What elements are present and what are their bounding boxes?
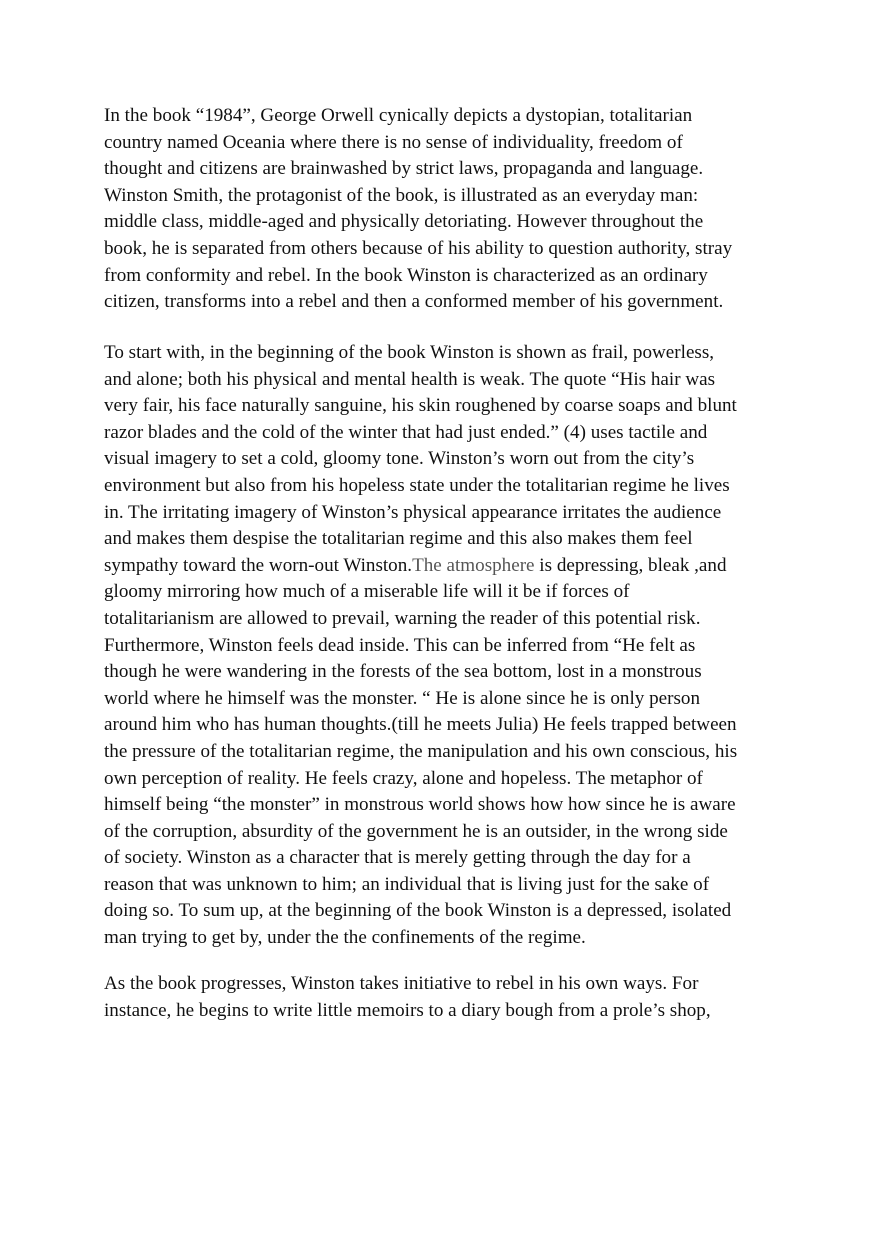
text-line: himself being “the monster” in monstrous world shows how how since he is aware xyxy=(104,794,736,816)
text-line: man trying to get by, under the the confinements of the regime. xyxy=(104,927,586,949)
text-line: in. The irritating imagery of Winston’s physical appearance irritates the audience xyxy=(104,501,722,523)
text-line: of society. Winston as a character that is merely getting through the day for a xyxy=(104,847,691,869)
text-line: In the book “1984”, George Orwell cynically depicts a dystopian, totalitarian xyxy=(104,105,693,126)
text-line: thought and citizens are brainwashed by strict laws, propaganda and language. xyxy=(104,158,704,180)
text-line: from conformity and rebel. In the book Winston is characterized as an ordinary xyxy=(104,264,708,286)
text-segment-grey: The atmosphere xyxy=(412,554,535,576)
text-line: very fair, his face naturally sanguine, his skin roughened by coarse soaps and blunt xyxy=(104,395,737,417)
text-line: citizen, transforms into a rebel and then a conformed member of his government. xyxy=(104,291,724,313)
text-line: reason that was unknown to him; an individual that is living just for the sake of xyxy=(104,873,710,895)
text-line: and makes them despise the totalitarian regime and this also makes them feel xyxy=(104,528,693,550)
text-line: around him who has human thoughts.(till he meets Julia) He feels trapped between xyxy=(104,714,737,736)
text-segment: sympathy toward the worn-out Winston. xyxy=(104,554,413,576)
text-line: country named Oceania where there is no sense of individuality, freedom of xyxy=(104,131,683,153)
text-line: razor blades and the cold of the winter that had just ended.” (4) uses tactile and xyxy=(104,421,708,443)
text-line-mixed xyxy=(104,553,737,580)
text-line: totalitarianism are allowed to prevail, warning the reader of this potential risk. xyxy=(104,607,701,629)
text-line: Winston Smith, the protagonist of the book, is illustrated as an everyday man: xyxy=(104,184,699,206)
text-segment: is depressing, bleak ,and xyxy=(534,554,727,576)
text-line: and alone; both his physical and mental health is weak. The quote “His hair was xyxy=(104,368,716,390)
text-line: of the corruption, absurdity of the government he is an outsider, in the wrong side xyxy=(104,820,728,842)
text-line: though he were wandering in the forests of the sea bottom, lost in a monstrous xyxy=(104,661,702,683)
text-line: book, he is separated from others because of his ability to question authority, stray xyxy=(104,237,733,259)
text-line: the pressure of the totalitarian regime, the manipulation and his own conscious, his xyxy=(104,740,738,762)
text-line: world where he himself was the monster. “ He is alone since he is only person xyxy=(104,687,700,709)
text-line: Furthermore, Winston feels dead inside. This can be inferred from “He felt as xyxy=(104,634,696,656)
text-line: visual imagery to set a cold, gloomy tone. Winston’s worn out from the city’s xyxy=(104,448,695,470)
text-line: own perception of reality. He feels crazy, alone and hopeless. The metaphor of xyxy=(104,767,703,789)
paragraph-progression xyxy=(104,971,711,1024)
paragraph-body xyxy=(104,340,737,952)
text-line: doing so. To sum up, at the beginning of the book Winston is a depressed, isolated xyxy=(104,900,732,922)
text-line: As the book progresses, Winston takes initiative to rebel in his own ways. For xyxy=(104,973,699,994)
paragraph-introduction xyxy=(104,103,732,316)
text-line: middle class, middle-aged and physically detoriating. However throughout the xyxy=(104,211,704,233)
text-line: environment but also from his hopeless state under the totalitarian regime he lives xyxy=(104,474,730,496)
text-line: gloomy mirroring how much of a miserable life will it be if forces of xyxy=(104,581,630,603)
text-line: To start with, in the beginning of the book Winston is shown as frail, powerless, xyxy=(104,342,715,363)
text-line: instance, he begins to write little memoirs to a diary bough from a prole’s shop, xyxy=(104,999,711,1021)
